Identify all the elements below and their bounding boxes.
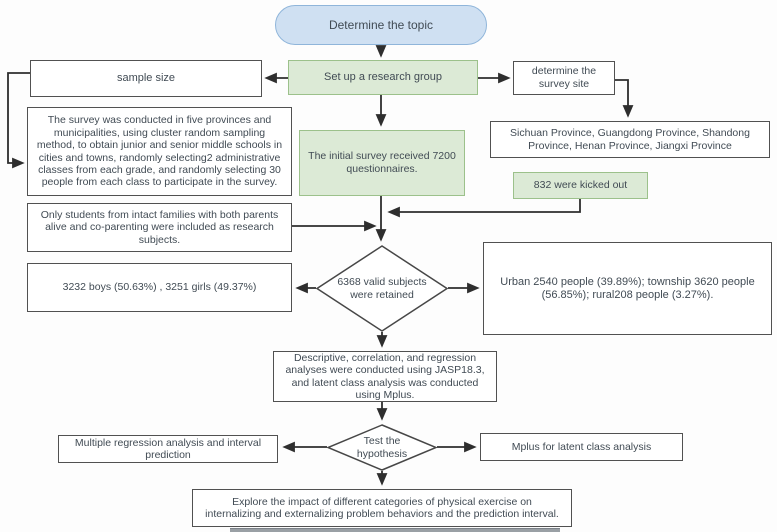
arrow-kickedout-to-line [390,199,580,212]
urban-split-label: Urban 2540 people (39.89%); township 3620 people (56.85%); rural208 people (3.27%). [500,275,755,301]
node-sample-size [30,60,262,97]
kicked-out-label: 832 were kicked out [533,179,628,192]
valid-subjects-label: 6368 valid subjects were retained [337,275,427,301]
node-mplus [480,433,683,461]
sample-size-label: sample size [116,71,176,84]
determine-site-label: determine the survey site [531,65,597,90]
survey-method-label: The survey was conducted in five provinces and municipalities, using cluster random sampling method, to obtain junior and senior middle schools in cities and towns, randomly selecting2 administrative classes from each grade, and randomly selecting 30 people from each class to participate in the survey. [36,114,283,189]
node-kicked-out [513,172,648,199]
node-urban-split [483,242,772,335]
node-setup-group [288,60,478,95]
node-provinces [490,121,770,158]
boys-girls-label: 3232 boys (50.63%) , 3251 girls (49.37%) [62,281,257,294]
node-test-hypothesis [327,424,437,471]
node-initial-survey [299,130,465,196]
analyses-label: Descriptive, correlation, and regression analyses were conducted using JASP18.3, and latent class analysis was conducted using Mplus. [285,351,485,401]
explore-label: Explore the impact of different categories of physical exercise on internalizing and externalizing problem behaviors and the prediction interval. [205,495,559,520]
node-only-students [27,203,292,252]
test-hypothesis-label: Test the hypothesis [356,434,408,460]
node-boys-girls [27,263,292,312]
node-survey-method [27,107,292,196]
only-students-label: Only students from intact families with both parents alive and co-parenting were included as research subjects. [40,208,279,246]
regression-label: Multiple regression analysis and interval prediction [74,436,262,461]
mplus-label: Mplus for latent class analysis [511,440,652,453]
node-determine-topic [275,5,487,45]
determine-topic-label: Determine the topic [328,17,434,32]
arrow-site-to-provinces [615,80,628,115]
node-determine-site [513,61,615,95]
cutoff-element-strip [230,528,560,532]
node-regression [58,435,278,463]
provinces-label: Sichuan Province, Guangdong Province, Shandong Province, Henan Province, Jiangxi Province [510,127,750,152]
node-analyses [273,351,497,402]
node-valid-subjects [316,245,448,332]
setup-group-label: Set up a research group [323,70,443,83]
initial-survey-label: The initial survey received 7200 questionnaires. [308,150,456,175]
node-explore [192,489,572,527]
